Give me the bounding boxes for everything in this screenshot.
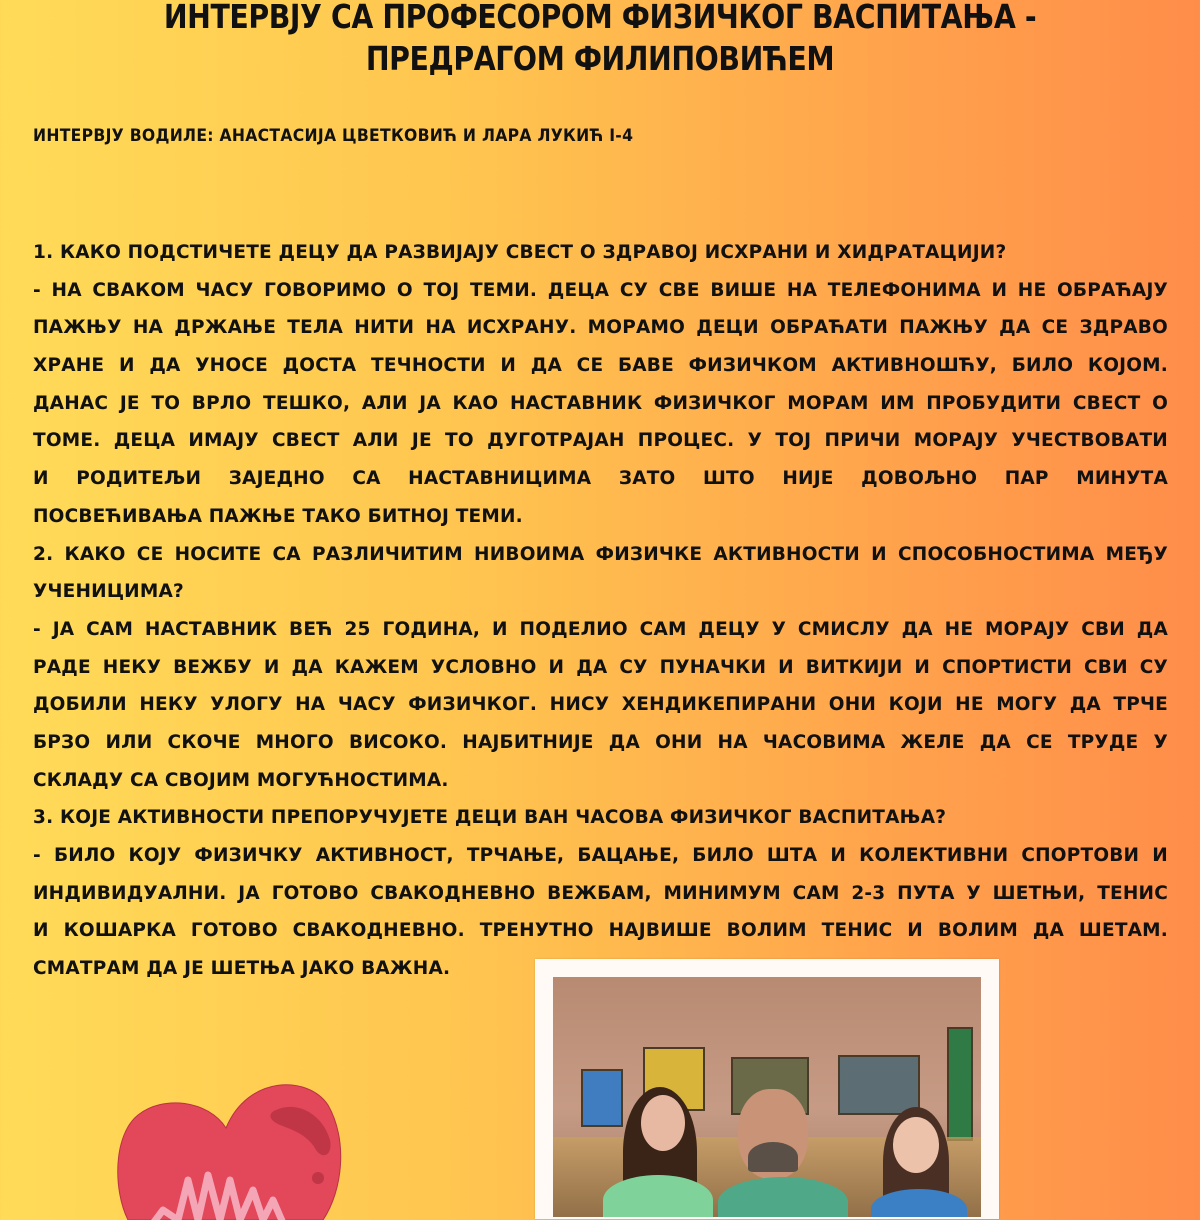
answer-2-line: - ЈА САМ НАСТАВНИК ВЕЋ 25 ГОДИНА, И ПОДЕЛИО САМ ДЕЦУ У СМИСЛУ ДА НЕ МОРАЈУ СВИ ДА (33, 618, 1168, 640)
question-1: 1. КАКО ПОДСТИЧЕТЕ ДЕЦУ ДА РАЗВИЈАЈУ СВЕСТ О ЗДРАВОЈ ИСХРАНИ И ХИДРАТАЦИЈИ? (33, 242, 1007, 263)
title-line-2: ПРЕДРАГОМ ФИЛИПОВИЋЕМ (365, 39, 835, 78)
question-3: 3. КОЈЕ АКТИВНОСТИ ПРЕПОРУЧУЈЕТЕ ДЕЦИ ВАН ЧАСОВА ФИЗИЧКОГ ВАСПИТАЊА? (33, 807, 947, 829)
answer-1-line: ХРАНЕ И ДА УНОСЕ ДОСТА ТЕЧНОСТИ И ДА СЕ БАВЕ ФИЗИЧКОМ АКТИВНОШЋУ, БИЛО КОЈОМ. (33, 355, 1168, 377)
answer-2-line: РАДЕ НЕКУ ВЕЖБУ И ДА КАЖЕМ УСЛОВНО И ДА СУ ПУНАЧКИ И ВИТКИЈИ И СПОРТИСТИ СВИ СУ (33, 656, 1168, 678)
answer-2-line: БРЗО ИЛИ СКОЧЕ МНОГО ВИСОКО. НАЈБИТНИЈЕ ДА ОНИ НА ЧАСОВИМА ЖЕЛЕ ДА СЕ ТРУДЕ У (33, 731, 1168, 753)
heart-icon (108, 1080, 348, 1220)
answer-2-line: ДОБИЛИ НЕКУ УЛОГУ НА ЧАСУ ФИЗИЧКОГ. НИСУ ХЕНДИКЕПИРАНИ ОНИ КОЈИ НЕ МОГУ ДА ТРЧЕ (33, 694, 1168, 716)
answer-3-line: И КОШАРКА ГОТОВО СВАКОДНЕВНО. ТРЕНУТНО НАЈВИШЕ ВОЛИМ ТЕНИС И ВОЛИМ ДА ШЕТАМ. (33, 920, 1168, 942)
teacher-students-photo (553, 977, 981, 1217)
article-title (84, 0, 1116, 80)
question-2-cont: УЧЕНИЦИМА? (33, 581, 184, 603)
answer-3-line: - БИЛО КОЈУ ФИЗИЧКУ АКТИВНОСТ, ТРЧАЊЕ, БАЦАЊЕ, БИЛО ШТА И КОЛЕКТИВНИ СПОРТОВИ И (33, 845, 1168, 866)
interview-body (33, 234, 1168, 988)
answer-1-line: ПАЖЊУ НА ДРЖАЊЕ ТЕЛА НИТИ НА ИСХРАНУ. МОРАМО ДЕЦИ ОБРАЋАТИ ПАЖЊУ ДА СЕ ЗДРАВО (33, 317, 1168, 339)
answer-3-line: ИНДИВИДУАЛНИ. ЈА ГОТОВО СВАКОДНЕВНО ВЕЖБАМ, МИНИМУМ САМ 2-3 ПУТА У ШЕТЊИ, ТЕНИС (33, 882, 1168, 904)
title-line-1: ИНТЕРВЈУ СА ПРОФЕСОРОМ ФИЗИЧКОГ ВАСПИТАЊА - (163, 0, 1037, 36)
answer-3-line: СМАТРАМ ДА ЈЕ ШЕТЊА ЈАКО ВАЖНА. (33, 958, 451, 980)
answer-1-line: И РОДИТЕЉИ ЗАЈЕДНО СА НАСТАВНИЦИМА ЗАТО ШТО НИЈЕ ДОВОЉНО ПАР МИНУТА (33, 468, 1168, 490)
answer-1-line: ДАНАС ЈЕ ТО ВРЛО ТЕШКО, АЛИ ЈА КАО НАСТАВНИК ФИЗИЧКОГ МОРАМ ИМ ПРОБУДИТИ СВЕСТ О (33, 392, 1168, 414)
answer-2-line: СКЛАДУ СА СВОЈИМ МОГУЋНОСТИМА. (33, 769, 449, 791)
byline: ИНТЕРВЈУ ВОДИЛЕ: АНАСТАСИЈА ЦВЕТКОВИЋ И ЛАРА ЛУКИЋ I-4 (33, 126, 634, 146)
answer-1-line: ТОМЕ. ДЕЦА ИМАЈУ СВЕСТ АЛИ ЈЕ ТО ДУГОТРАЈАН ПРОЦЕС. У ТОЈ ПРИЧИ МОРАЈУ УЧЕСТВОВАТИ (33, 430, 1168, 452)
question-2: 2. КАКО СЕ НОСИТЕ СА РАЗЛИЧИТИМ НИВОИМА ФИЗИЧКЕ АКТИВНОСТИ И СПОСОБНОСТИМА МЕЂУ (33, 543, 1168, 565)
photo-frame (535, 959, 999, 1219)
answer-1-line: ПОСВЕЋИВАЊА ПАЖЊЕ ТАКО БИТНОЈ ТЕМИ. (33, 505, 523, 527)
answer-1-line: - НА СВАКОМ ЧАСУ ГОВОРИМО О ТОЈ ТЕМИ. ДЕЦА СУ СВЕ ВИШЕ НА ТЕЛЕФОНИМА И НЕ ОБРАЋАЈУ (33, 279, 1168, 301)
